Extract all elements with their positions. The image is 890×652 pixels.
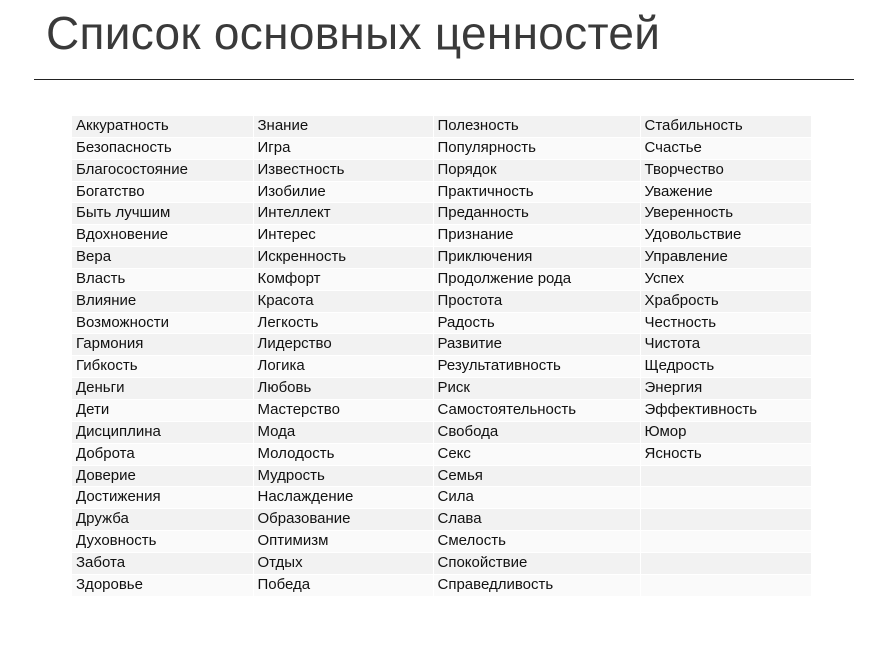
value-cell: Мода <box>253 421 433 443</box>
value-cell: Преданность <box>433 203 640 225</box>
value-cell: Популярность <box>433 137 640 159</box>
value-cell <box>640 574 811 596</box>
value-cell: Слава <box>433 509 640 531</box>
table-row <box>72 268 811 290</box>
value-cell: Знание <box>253 116 433 137</box>
value-cell: Дети <box>72 399 253 421</box>
value-cell: Отдых <box>253 552 433 574</box>
value-cell: Полезность <box>433 116 640 137</box>
table-row <box>72 225 811 247</box>
value-cell: Эффективность <box>640 399 811 421</box>
value-cell: Риск <box>433 378 640 400</box>
value-cell: Успех <box>640 268 811 290</box>
value-cell: Богатство <box>72 181 253 203</box>
value-cell: Сила <box>433 487 640 509</box>
value-cell: Юмор <box>640 421 811 443</box>
value-cell: Продолжение рода <box>433 268 640 290</box>
value-cell: Забота <box>72 552 253 574</box>
table-row <box>72 378 811 400</box>
title-divider <box>34 79 854 80</box>
table-row <box>72 356 811 378</box>
value-cell <box>640 509 811 531</box>
value-cell: Мастерство <box>253 399 433 421</box>
table-row <box>72 465 811 487</box>
value-cell <box>640 552 811 574</box>
value-cell: Доверие <box>72 465 253 487</box>
value-cell: Честность <box>640 312 811 334</box>
value-cell: Логика <box>253 356 433 378</box>
value-cell: Свобода <box>433 421 640 443</box>
table-row <box>72 487 811 509</box>
value-cell <box>640 465 811 487</box>
table-row <box>72 552 811 574</box>
table-row <box>72 159 811 181</box>
value-cell: Спокойствие <box>433 552 640 574</box>
table-row <box>72 443 811 465</box>
value-cell: Известность <box>253 159 433 181</box>
value-cell: Ясность <box>640 443 811 465</box>
value-cell: Простота <box>433 290 640 312</box>
value-cell: Порядок <box>433 159 640 181</box>
page-title: Список основных ценностей <box>46 7 661 59</box>
value-cell: Изобилие <box>253 181 433 203</box>
value-cell: Безопасность <box>72 137 253 159</box>
table-row <box>72 312 811 334</box>
value-cell: Гибкость <box>72 356 253 378</box>
value-cell: Радость <box>433 312 640 334</box>
value-cell: Комфорт <box>253 268 433 290</box>
value-cell: Стабильность <box>640 116 811 137</box>
value-cell: Развитие <box>433 334 640 356</box>
table-row <box>72 137 811 159</box>
table-row <box>72 290 811 312</box>
value-cell: Интеллект <box>253 203 433 225</box>
value-cell: Легкость <box>253 312 433 334</box>
value-cell: Результативность <box>433 356 640 378</box>
value-cell: Здоровье <box>72 574 253 596</box>
value-cell <box>640 487 811 509</box>
value-cell: Духовность <box>72 531 253 553</box>
value-cell: Мудрость <box>253 465 433 487</box>
table-row <box>72 334 811 356</box>
value-cell: Энергия <box>640 378 811 400</box>
value-cell: Молодость <box>253 443 433 465</box>
value-cell: Самостоятельность <box>433 399 640 421</box>
value-cell: Образование <box>253 509 433 531</box>
value-cell: Удовольствие <box>640 225 811 247</box>
value-cell: Власть <box>72 268 253 290</box>
value-cell: Храбрость <box>640 290 811 312</box>
table-row <box>72 509 811 531</box>
value-cell <box>640 531 811 553</box>
value-cell: Искренность <box>253 247 433 269</box>
value-cell: Приключения <box>433 247 640 269</box>
value-cell: Смелость <box>433 531 640 553</box>
table-row <box>72 247 811 269</box>
value-cell: Лидерство <box>253 334 433 356</box>
value-cell: Счастье <box>640 137 811 159</box>
value-cell: Семья <box>433 465 640 487</box>
value-cell: Благосостояние <box>72 159 253 181</box>
value-cell: Любовь <box>253 378 433 400</box>
value-cell: Быть лучшим <box>72 203 253 225</box>
value-cell: Деньги <box>72 378 253 400</box>
value-cell: Практичность <box>433 181 640 203</box>
table-row <box>72 116 811 137</box>
value-cell: Вдохновение <box>72 225 253 247</box>
value-cell: Влияние <box>72 290 253 312</box>
value-cell: Уверенность <box>640 203 811 225</box>
value-cell: Уважение <box>640 181 811 203</box>
value-cell: Чистота <box>640 334 811 356</box>
value-cell: Достижения <box>72 487 253 509</box>
table-row <box>72 421 811 443</box>
table-row <box>72 574 811 596</box>
value-cell: Признание <box>433 225 640 247</box>
value-cell: Доброта <box>72 443 253 465</box>
value-cell: Щедрость <box>640 356 811 378</box>
value-cell: Игра <box>253 137 433 159</box>
table-row <box>72 531 811 553</box>
value-cell: Оптимизм <box>253 531 433 553</box>
value-cell: Гармония <box>72 334 253 356</box>
value-cell: Интерес <box>253 225 433 247</box>
value-cell: Справедливость <box>433 574 640 596</box>
table-row <box>72 181 811 203</box>
value-cell: Вера <box>72 247 253 269</box>
value-cell: Управление <box>640 247 811 269</box>
table-row <box>72 399 811 421</box>
value-cell: Секс <box>433 443 640 465</box>
value-cell: Победа <box>253 574 433 596</box>
values-table <box>72 116 812 597</box>
value-cell: Аккуратность <box>72 116 253 137</box>
value-cell: Наслаждение <box>253 487 433 509</box>
value-cell: Дисциплина <box>72 421 253 443</box>
table-row <box>72 203 811 225</box>
value-cell: Возможности <box>72 312 253 334</box>
value-cell: Дружба <box>72 509 253 531</box>
value-cell: Творчество <box>640 159 811 181</box>
value-cell: Красота <box>253 290 433 312</box>
